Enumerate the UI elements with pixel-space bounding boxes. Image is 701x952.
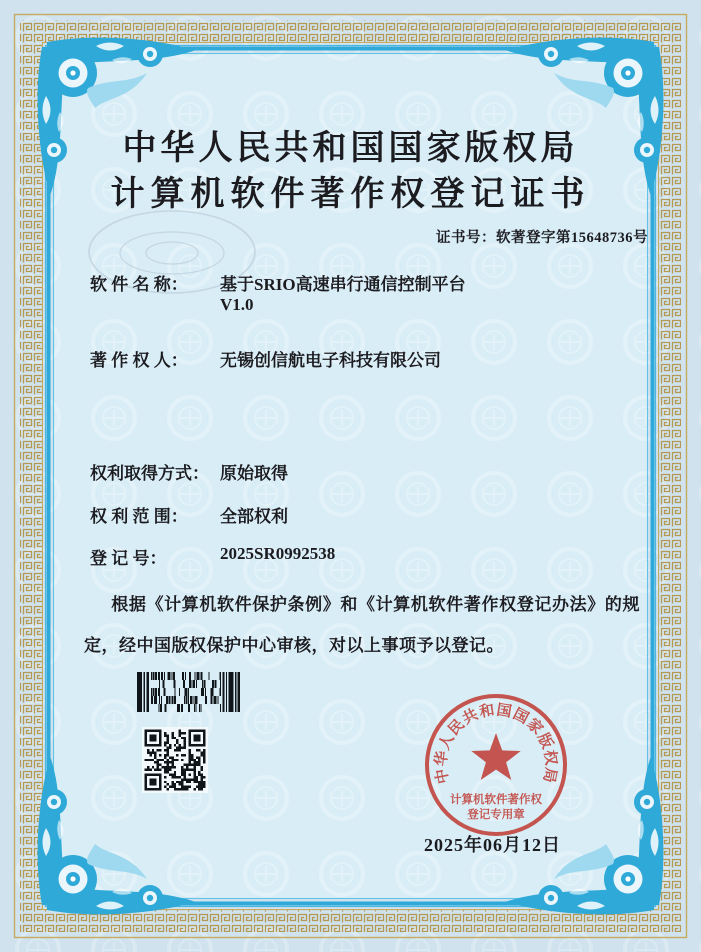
- seal-inner-line2: 登记专用章: [467, 809, 525, 821]
- issuer-title: 中华人民共和国国家版权局: [122, 130, 579, 167]
- certificate-number: [436, 226, 648, 247]
- seal-star-icon: [471, 733, 520, 780]
- software-name-value: 基于SRIO高速串行通信控制平台: [220, 275, 466, 294]
- copyright-owner-value: 无锡创信航电子科技有限公司: [220, 351, 441, 370]
- acquisition-method-label: 权利取得方式：: [90, 464, 209, 483]
- official-red-seal: [419, 688, 573, 842]
- qr-code: [142, 727, 208, 793]
- seal-inner-line1: 计算机软件著作权: [450, 794, 542, 806]
- pdf417-barcode: [137, 672, 243, 712]
- registration-number-label: 登 记 号：: [90, 549, 167, 568]
- software-name-label: 软 件 名 称：: [90, 275, 188, 294]
- software-version-value: V1.0: [220, 295, 254, 314]
- registration-statement: 根据《计算机软件保护条例》和《计算机软件著作权登记办法》的规定，经中国版权保护中心审核，对以上事项予以登记。: [84, 595, 640, 655]
- issue-date: 2025年06月12日: [424, 835, 561, 855]
- certificate-title: 计算机软件著作权登记证书: [110, 176, 591, 213]
- field-copyright-owner: [90, 346, 441, 371]
- field-registration-number: [90, 544, 336, 569]
- field-software-name: [90, 270, 466, 314]
- certificate-number-label: 证书号：: [436, 230, 496, 246]
- rights-scope-value: 全部权利: [220, 507, 288, 526]
- rights-scope-label: 权 利 范 围：: [90, 507, 188, 526]
- seal-ring-text: 中华人民共和国国家版权局: [433, 702, 559, 785]
- field-acquisition-method: [90, 459, 288, 484]
- acquisition-method-value: 原始取得: [220, 464, 288, 483]
- registration-number-value: 2025SR0992538: [220, 544, 336, 563]
- field-rights-scope: [90, 502, 288, 527]
- copyright-owner-label: 著 作 权 人：: [90, 351, 188, 370]
- certificate-number-value: 软著登字第15648736号: [496, 230, 648, 246]
